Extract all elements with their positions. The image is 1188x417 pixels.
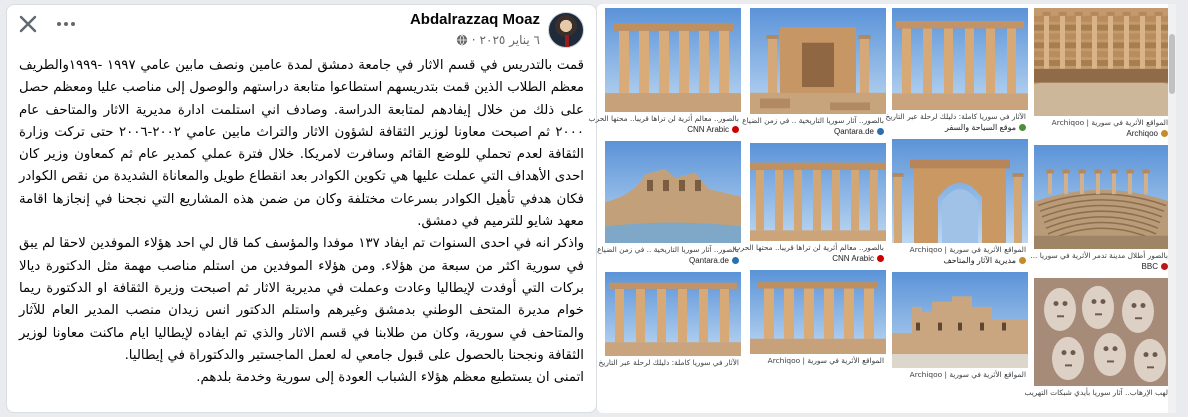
image-caption[interactable]: المواقع الأثرية في سورية | Archiqoo [1051,118,1168,127]
scrollbar[interactable] [1168,4,1176,413]
source-favicon-icon [732,126,739,133]
image-caption[interactable]: بالصور.. معالم أثرية لن تراها قريبا.. محتها الحرب [733,243,884,252]
image-result[interactable] [733,143,886,264]
post-header [7,5,596,55]
image-result[interactable] [885,8,1028,133]
post-paragraph: اتمنى ان يستطيع معظم هؤلاء الشباب العودة إلى سورية وخدمة بلدهم. [196,370,584,386]
image-result[interactable] [597,141,741,266]
source-favicon-icon [1019,124,1026,131]
image-column [885,8,1028,386]
source-favicon-icon [1161,263,1168,270]
author-name[interactable]: Abdalrazzaq Moaz [409,11,540,28]
image-thumbnail[interactable] [605,141,741,243]
source-name: BBC [1141,262,1158,271]
image-caption[interactable]: المواقع الأثرية في سورية | Archiqoo [909,245,1026,254]
image-column [1024,8,1170,404]
image-thumbnail[interactable] [750,143,886,241]
image-caption[interactable]: بالصور.. آثار سوريا التاريخية .. في زمن الضياع [742,116,884,125]
source-name: Qantara.de [833,127,874,136]
image-caption[interactable]: المواقع الأثرية في سورية | Archiqoo [909,370,1026,379]
close-button[interactable] [15,11,41,37]
image-source[interactable] [750,253,886,264]
close-icon [19,15,37,33]
source-name: موقع السياحة والسفر [945,123,1016,132]
scrollbar-handle[interactable] [1169,34,1175,94]
image-caption[interactable]: بالصور.. آثار سوريا التاريخية .. في زمن الضياع [597,245,739,254]
image-thumbnail[interactable] [892,139,1028,243]
source-name: Qantara.de [688,256,729,265]
image-thumbnail[interactable] [1034,8,1170,116]
globe-icon [456,34,468,46]
image-caption[interactable]: الآثار في سوريا كاملة: دليلك لرحلة عبر التاريخ [885,112,1026,121]
image-column [588,8,741,374]
image-thumbnail[interactable] [750,270,886,354]
image-caption[interactable]: بالصور.. معالم أثرية لن تراها قريبا.. محتها الحرب [588,114,739,123]
image-source[interactable] [1034,261,1170,272]
image-caption[interactable]: لهب الإرهاب.. آثار سوريا بأيدي شبكات التهريب [1024,388,1168,397]
image-thumbnail[interactable] [892,8,1028,110]
image-thumbnail[interactable] [605,272,741,356]
post-date[interactable]: ٦ يناير ٢٠٢٥ [479,33,540,47]
image-caption[interactable]: بالصور أطلال مدينة تدمر الأثرية في سوريا ... [1030,251,1168,260]
image-thumbnail[interactable] [1034,278,1170,386]
image-thumbnail[interactable] [605,8,741,112]
source-favicon-icon [1019,257,1026,264]
image-result[interactable] [892,272,1028,380]
source-favicon-icon [877,255,884,262]
source-name: CNN Arabic [832,254,874,263]
post-paragraph: واذكر انه في احدى السنوات تم ايفاد ١٣٧ موفدا والمؤسف كما قال لي احد هؤلاء الموفدين لاحقا لم يبق في سورية اكثر من سبعة من هؤلاء. ومن هؤلاء الموفدين من استلم مناصب مهمة مثل الدكتورة ديالا بركات التي أوفدت لإيطاليا وعادت وعملت في مديرية الاثار ثم اصبحت وزيرة الثقافة او الدكتورة ريما خوام مديرة المتحف الوطني بدمشق وغيرهم واستلم الدكتور انس زيدان منصب المدير العام للآثار والمتاحف في سورية، وكان من طلابنا في قسم الاثار والذي تم ايفاده لإيطاليا ايام ماكنت معاونا لوزير الثقافة ونجحنا بالحصول على قبول جامعي له لعمل الماجستير والدكتوراة في إيطاليا. [19,236,584,363]
post-meta [456,33,540,47]
image-source[interactable] [892,255,1028,266]
image-source[interactable] [750,126,886,137]
image-result[interactable] [742,8,886,137]
source-favicon-icon [1161,130,1168,137]
image-column [733,8,886,372]
source-name: مديرية الآثار والمتاحف [943,256,1016,265]
more-options-button[interactable] [51,11,81,37]
image-thumbnail[interactable] [750,8,886,114]
image-result[interactable] [1034,8,1170,139]
image-caption[interactable]: المواقع الأثرية في سورية | Archiqoo [767,356,884,365]
image-source[interactable] [892,122,1028,133]
image-result[interactable] [892,139,1028,266]
image-source[interactable] [605,124,741,135]
image-source[interactable] [605,255,741,266]
post-panel [6,4,597,413]
post-text [19,55,584,389]
more-dots-icon [57,22,75,26]
image-result[interactable] [1030,145,1170,272]
image-result[interactable] [1024,278,1170,398]
image-results-grid [588,4,1176,413]
post-paragraph: قمت بالتدريس في قسم الاثار في جامعة دمشق لمدة عامين ونصف مابين عامي ١٩٩٧ -١٩٩٩والطريف معظم الطلاب الذين قمت بتدريسهم استطاعوا متابعة دراستهم والوصول إلى مناصب عليا ومعظم حصل على ذلك من خلال إيفادهم لمتابعة الدراسة. وصادف اني استلمت ادارة مديرية الاثار والمتاحف عام ٢٠٠٠ ثم اصبحت معاونا لوزير الثقافة لشؤون الاثار والتراث مابين عامي ٢٠٠٢-٢٠٠٦ حتى تركت وزارة الثقافة لعدم تحملي للوضع القائم وسافرت لامريكا. خلال فترة عملي كمدير عام ثم كمعاون وزير كان احدى الأهداف التي عملت عليها هي تكوين الكوادر بعد انقطاع طويل والمعاناة الشديدة من نقص الكوادر فكان هدفي تأهيل الكوادر بسرعات مختلفة وكان من ضمن هذه المشاريع التي نجحنا في إنجازها اقامة معهد شايو للترميم في دمشق. [19,58,585,230]
image-thumbnail[interactable] [1034,145,1170,249]
avatar[interactable] [548,12,584,48]
source-favicon-icon [877,128,884,135]
source-name: CNN Arabic [687,125,729,134]
date-separator: · [471,33,476,47]
image-result[interactable] [750,270,886,366]
image-source[interactable] [1034,128,1170,139]
source-favicon-icon [732,257,739,264]
image-result[interactable] [588,8,741,135]
image-result[interactable] [598,272,741,368]
image-caption[interactable]: الآثار في سوريا كاملة: دليلك لرحلة عبر التاريخ [598,358,739,367]
image-thumbnail[interactable] [892,272,1028,368]
source-name: Archiqoo [1126,129,1158,138]
